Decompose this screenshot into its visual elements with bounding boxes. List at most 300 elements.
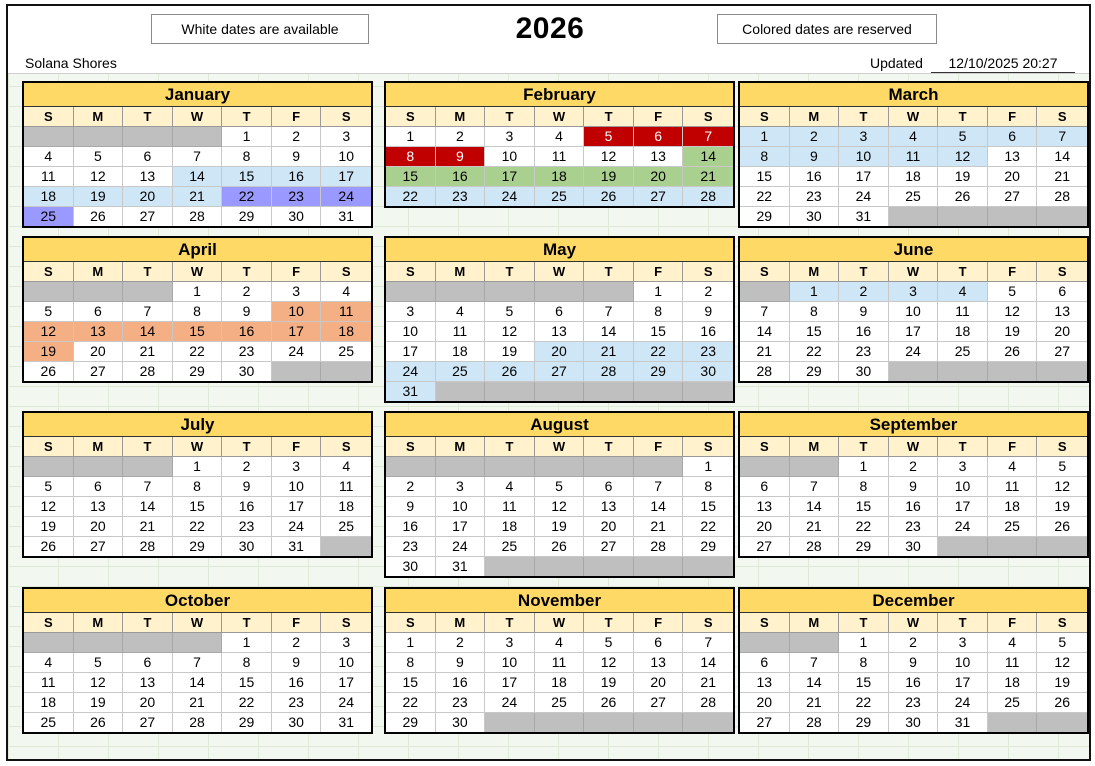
reserved-day-cell[interactable]: 21 (683, 167, 733, 187)
available-day-cell[interactable]: 12 (74, 673, 124, 693)
available-day-cell[interactable]: 5 (485, 302, 535, 322)
available-day-cell[interactable]: 28 (790, 713, 840, 732)
available-day-cell[interactable]: 26 (74, 207, 124, 226)
reserved-day-cell[interactable]: 22 (222, 187, 272, 207)
available-day-cell[interactable]: 3 (485, 633, 535, 653)
available-day-cell[interactable]: 2 (272, 127, 322, 147)
reserved-day-cell[interactable]: 14 (683, 147, 733, 167)
reserved-day-cell[interactable]: 31 (386, 382, 436, 401)
available-day-cell[interactable]: 15 (386, 673, 436, 693)
available-day-cell[interactable]: 26 (988, 342, 1038, 362)
reserved-day-cell[interactable]: 26 (485, 362, 535, 382)
available-day-cell[interactable]: 26 (24, 362, 74, 381)
available-day-cell[interactable]: 13 (988, 147, 1038, 167)
available-day-cell[interactable]: 1 (839, 457, 889, 477)
available-day-cell[interactable]: 22 (839, 693, 889, 713)
reserved-day-cell[interactable]: 13 (74, 322, 124, 342)
available-day-cell[interactable]: 3 (321, 127, 371, 147)
available-day-cell[interactable]: 8 (790, 302, 840, 322)
available-day-cell[interactable]: 20 (74, 517, 124, 537)
available-day-cell[interactable]: 28 (1037, 187, 1087, 207)
available-day-cell[interactable]: 6 (74, 477, 124, 497)
available-day-cell[interactable]: 3 (938, 633, 988, 653)
available-day-cell[interactable]: 2 (436, 127, 486, 147)
available-day-cell[interactable]: 5 (74, 147, 124, 167)
available-day-cell[interactable]: 18 (889, 167, 939, 187)
available-day-cell[interactable]: 23 (222, 517, 272, 537)
available-day-cell[interactable]: 7 (584, 302, 634, 322)
available-day-cell[interactable]: 6 (584, 477, 634, 497)
available-day-cell[interactable]: 22 (173, 342, 223, 362)
available-day-cell[interactable]: 11 (436, 322, 486, 342)
available-day-cell[interactable]: 1 (222, 633, 272, 653)
available-day-cell[interactable]: 20 (740, 693, 790, 713)
available-day-cell[interactable]: 28 (173, 713, 223, 732)
available-day-cell[interactable]: 20 (123, 693, 173, 713)
available-day-cell[interactable]: 25 (938, 342, 988, 362)
available-day-cell[interactable]: 9 (272, 653, 322, 673)
available-day-cell[interactable]: 4 (321, 457, 371, 477)
available-day-cell[interactable]: 28 (634, 537, 684, 557)
reserved-day-cell[interactable]: 21 (584, 342, 634, 362)
available-day-cell[interactable]: 10 (485, 653, 535, 673)
available-day-cell[interactable]: 7 (790, 653, 840, 673)
available-day-cell[interactable]: 28 (123, 537, 173, 556)
available-day-cell[interactable]: 19 (1037, 673, 1087, 693)
available-day-cell[interactable]: 17 (436, 517, 486, 537)
available-day-cell[interactable]: 15 (839, 497, 889, 517)
reserved-day-cell[interactable]: 27 (535, 362, 585, 382)
reserved-day-cell[interactable]: 9 (436, 147, 486, 167)
available-day-cell[interactable]: 26 (24, 537, 74, 556)
available-day-cell[interactable]: 10 (436, 497, 486, 517)
available-day-cell[interactable]: 2 (889, 457, 939, 477)
reserved-day-cell[interactable]: 11 (889, 147, 939, 167)
available-day-cell[interactable]: 23 (272, 693, 322, 713)
available-day-cell[interactable]: 29 (173, 537, 223, 556)
available-day-cell[interactable]: 31 (321, 713, 371, 732)
available-day-cell[interactable]: 8 (683, 477, 733, 497)
available-day-cell[interactable]: 2 (222, 457, 272, 477)
available-day-cell[interactable]: 9 (222, 477, 272, 497)
available-day-cell[interactable]: 8 (222, 653, 272, 673)
available-day-cell[interactable]: 3 (272, 457, 322, 477)
available-day-cell[interactable]: 1 (683, 457, 733, 477)
available-day-cell[interactable]: 12 (535, 497, 585, 517)
available-day-cell[interactable]: 6 (1037, 282, 1087, 302)
available-day-cell[interactable]: 16 (839, 322, 889, 342)
reserved-day-cell[interactable]: 18 (321, 322, 371, 342)
available-day-cell[interactable]: 16 (790, 167, 840, 187)
available-day-cell[interactable]: 4 (24, 147, 74, 167)
available-day-cell[interactable]: 16 (272, 673, 322, 693)
available-day-cell[interactable]: 20 (74, 342, 124, 362)
available-day-cell[interactable]: 12 (24, 497, 74, 517)
available-day-cell[interactable]: 7 (683, 633, 733, 653)
available-day-cell[interactable]: 21 (790, 693, 840, 713)
available-day-cell[interactable]: 30 (222, 537, 272, 556)
reserved-day-cell[interactable]: 23 (272, 187, 322, 207)
available-day-cell[interactable]: 26 (938, 187, 988, 207)
available-day-cell[interactable]: 12 (1037, 477, 1087, 497)
available-day-cell[interactable]: 9 (386, 497, 436, 517)
available-day-cell[interactable]: 8 (173, 477, 223, 497)
available-day-cell[interactable]: 11 (485, 497, 535, 517)
available-day-cell[interactable]: 22 (173, 517, 223, 537)
available-day-cell[interactable]: 1 (386, 633, 436, 653)
available-day-cell[interactable]: 16 (889, 497, 939, 517)
available-day-cell[interactable]: 23 (436, 693, 486, 713)
reserved-day-cell[interactable]: 16 (272, 167, 322, 187)
available-day-cell[interactable]: 11 (988, 477, 1038, 497)
available-day-cell[interactable]: 13 (740, 673, 790, 693)
reserved-day-cell[interactable]: 30 (683, 362, 733, 382)
available-day-cell[interactable]: 4 (24, 653, 74, 673)
available-day-cell[interactable]: 22 (790, 342, 840, 362)
available-day-cell[interactable]: 9 (272, 147, 322, 167)
available-day-cell[interactable]: 21 (790, 517, 840, 537)
available-day-cell[interactable]: 5 (535, 477, 585, 497)
available-day-cell[interactable]: 27 (634, 693, 684, 713)
available-day-cell[interactable]: 12 (988, 302, 1038, 322)
available-day-cell[interactable]: 26 (1037, 693, 1087, 713)
reserved-day-cell[interactable]: 6 (988, 127, 1038, 147)
available-day-cell[interactable]: 29 (683, 537, 733, 557)
available-day-cell[interactable]: 3 (386, 302, 436, 322)
available-day-cell[interactable]: 7 (123, 302, 173, 322)
available-day-cell[interactable]: 5 (1037, 457, 1087, 477)
available-day-cell[interactable]: 30 (839, 362, 889, 381)
available-day-cell[interactable]: 7 (740, 302, 790, 322)
available-day-cell[interactable]: 4 (988, 633, 1038, 653)
available-day-cell[interactable]: 2 (436, 633, 486, 653)
available-day-cell[interactable]: 29 (839, 713, 889, 732)
available-day-cell[interactable]: 23 (889, 693, 939, 713)
available-day-cell[interactable]: 11 (535, 653, 585, 673)
available-day-cell[interactable]: 3 (272, 282, 322, 302)
available-day-cell[interactable]: 14 (790, 673, 840, 693)
available-day-cell[interactable]: 21 (123, 517, 173, 537)
available-day-cell[interactable]: 23 (839, 342, 889, 362)
available-day-cell[interactable]: 11 (988, 653, 1038, 673)
available-day-cell[interactable]: 15 (839, 673, 889, 693)
available-day-cell[interactable]: 25 (485, 537, 535, 557)
available-day-cell[interactable]: 7 (173, 653, 223, 673)
available-day-cell[interactable]: 31 (436, 557, 486, 576)
available-day-cell[interactable]: 2 (683, 282, 733, 302)
available-day-cell[interactable]: 30 (386, 557, 436, 576)
reserved-day-cell[interactable]: 23 (436, 187, 486, 206)
reserved-day-cell[interactable]: 18 (535, 167, 585, 187)
available-day-cell[interactable]: 3 (436, 477, 486, 497)
available-day-cell[interactable]: 15 (173, 497, 223, 517)
available-day-cell[interactable]: 13 (535, 322, 585, 342)
available-day-cell[interactable]: 17 (386, 342, 436, 362)
available-day-cell[interactable]: 20 (634, 673, 684, 693)
available-day-cell[interactable]: 14 (683, 653, 733, 673)
available-day-cell[interactable]: 19 (1037, 497, 1087, 517)
available-day-cell[interactable]: 28 (123, 362, 173, 381)
available-day-cell[interactable]: 20 (988, 167, 1038, 187)
available-day-cell[interactable]: 27 (584, 537, 634, 557)
available-day-cell[interactable]: 9 (889, 653, 939, 673)
available-day-cell[interactable]: 11 (24, 167, 74, 187)
available-day-cell[interactable]: 22 (740, 187, 790, 207)
available-day-cell[interactable]: 6 (740, 653, 790, 673)
available-day-cell[interactable]: 5 (988, 282, 1038, 302)
available-day-cell[interactable]: 7 (634, 477, 684, 497)
reserved-day-cell[interactable]: 10 (272, 302, 322, 322)
reserved-day-cell[interactable]: 15 (173, 322, 223, 342)
reserved-day-cell[interactable]: 12 (24, 322, 74, 342)
available-day-cell[interactable]: 9 (436, 653, 486, 673)
available-day-cell[interactable]: 29 (222, 207, 272, 226)
reserved-day-cell[interactable]: 15 (222, 167, 272, 187)
available-day-cell[interactable]: 6 (123, 147, 173, 167)
available-day-cell[interactable]: 8 (839, 653, 889, 673)
available-day-cell[interactable]: 27 (740, 537, 790, 556)
reserved-day-cell[interactable]: 12 (938, 147, 988, 167)
available-day-cell[interactable]: 18 (24, 693, 74, 713)
reserved-day-cell[interactable]: 24 (386, 362, 436, 382)
available-day-cell[interactable]: 8 (386, 653, 436, 673)
available-day-cell[interactable]: 19 (535, 517, 585, 537)
available-day-cell[interactable]: 17 (839, 167, 889, 187)
reserved-day-cell[interactable]: 16 (222, 322, 272, 342)
available-day-cell[interactable]: 4 (321, 282, 371, 302)
reserved-day-cell[interactable]: 20 (123, 187, 173, 207)
available-day-cell[interactable]: 10 (889, 302, 939, 322)
available-day-cell[interactable]: 9 (889, 477, 939, 497)
reserved-day-cell[interactable]: 24 (485, 187, 535, 206)
reserved-day-cell[interactable]: 23 (683, 342, 733, 362)
available-day-cell[interactable]: 11 (938, 302, 988, 322)
available-day-cell[interactable]: 22 (222, 693, 272, 713)
reserved-day-cell[interactable]: 3 (839, 127, 889, 147)
reserved-day-cell[interactable]: 1 (740, 127, 790, 147)
available-day-cell[interactable]: 13 (740, 497, 790, 517)
available-day-cell[interactable]: 19 (24, 517, 74, 537)
reserved-day-cell[interactable]: 26 (584, 187, 634, 206)
available-day-cell[interactable]: 31 (938, 713, 988, 732)
available-day-cell[interactable]: 29 (740, 207, 790, 226)
reserved-day-cell[interactable]: 3 (889, 282, 939, 302)
available-day-cell[interactable]: 26 (535, 537, 585, 557)
available-day-cell[interactable]: 28 (790, 537, 840, 556)
available-day-cell[interactable]: 18 (321, 497, 371, 517)
available-day-cell[interactable]: 29 (386, 713, 436, 732)
available-day-cell[interactable]: 10 (485, 147, 535, 167)
available-day-cell[interactable]: 18 (485, 517, 535, 537)
available-day-cell[interactable]: 1 (839, 633, 889, 653)
available-day-cell[interactable]: 28 (683, 693, 733, 713)
available-day-cell[interactable]: 8 (839, 477, 889, 497)
available-day-cell[interactable]: 12 (584, 147, 634, 167)
available-day-cell[interactable]: 8 (173, 302, 223, 322)
available-day-cell[interactable]: 31 (839, 207, 889, 226)
available-day-cell[interactable]: 1 (173, 457, 223, 477)
available-day-cell[interactable]: 11 (321, 477, 371, 497)
available-day-cell[interactable]: 24 (485, 693, 535, 713)
available-day-cell[interactable]: 15 (790, 322, 840, 342)
available-day-cell[interactable]: 21 (123, 342, 173, 362)
available-day-cell[interactable]: 22 (683, 517, 733, 537)
available-day-cell[interactable]: 30 (222, 362, 272, 381)
available-day-cell[interactable]: 7 (790, 477, 840, 497)
available-day-cell[interactable]: 13 (1037, 302, 1087, 322)
available-day-cell[interactable]: 25 (889, 187, 939, 207)
available-day-cell[interactable]: 19 (74, 693, 124, 713)
available-day-cell[interactable]: 10 (938, 477, 988, 497)
available-day-cell[interactable]: 6 (535, 302, 585, 322)
available-day-cell[interactable]: 15 (740, 167, 790, 187)
available-day-cell[interactable]: 15 (222, 673, 272, 693)
reserved-day-cell[interactable]: 20 (535, 342, 585, 362)
reserved-day-cell[interactable]: 17 (272, 322, 322, 342)
reserved-day-cell[interactable]: 1 (790, 282, 840, 302)
reserved-day-cell[interactable]: 10 (839, 147, 889, 167)
available-day-cell[interactable]: 15 (683, 497, 733, 517)
available-day-cell[interactable]: 5 (584, 633, 634, 653)
reserved-day-cell[interactable]: 25 (436, 362, 486, 382)
reserved-day-cell[interactable]: 22 (634, 342, 684, 362)
available-day-cell[interactable]: 16 (436, 673, 486, 693)
available-day-cell[interactable]: 30 (272, 713, 322, 732)
available-day-cell[interactable]: 9 (222, 302, 272, 322)
available-day-cell[interactable]: 13 (634, 147, 684, 167)
available-day-cell[interactable]: 7 (123, 477, 173, 497)
available-day-cell[interactable]: 19 (584, 673, 634, 693)
reserved-day-cell[interactable]: 5 (938, 127, 988, 147)
reserved-day-cell[interactable]: 9 (790, 147, 840, 167)
available-day-cell[interactable]: 29 (222, 713, 272, 732)
available-day-cell[interactable]: 10 (321, 147, 371, 167)
available-day-cell[interactable]: 16 (386, 517, 436, 537)
available-day-cell[interactable]: 17 (889, 322, 939, 342)
reserved-day-cell[interactable]: 2 (839, 282, 889, 302)
available-day-cell[interactable]: 4 (988, 457, 1038, 477)
available-day-cell[interactable]: 2 (386, 477, 436, 497)
reserved-day-cell[interactable]: 29 (634, 362, 684, 382)
available-day-cell[interactable]: 16 (889, 673, 939, 693)
available-day-cell[interactable]: 30 (790, 207, 840, 226)
available-day-cell[interactable]: 5 (1037, 633, 1087, 653)
available-day-cell[interactable]: 22 (386, 693, 436, 713)
available-day-cell[interactable]: 25 (535, 693, 585, 713)
available-day-cell[interactable]: 6 (740, 477, 790, 497)
available-day-cell[interactable]: 31 (272, 537, 322, 556)
reserved-day-cell[interactable]: 27 (634, 187, 684, 206)
reserved-day-cell[interactable]: 8 (386, 147, 436, 167)
available-day-cell[interactable]: 10 (272, 477, 322, 497)
available-day-cell[interactable]: 18 (988, 673, 1038, 693)
available-day-cell[interactable]: 29 (173, 362, 223, 381)
available-day-cell[interactable]: 16 (222, 497, 272, 517)
available-day-cell[interactable]: 5 (24, 302, 74, 322)
available-day-cell[interactable]: 27 (1037, 342, 1087, 362)
available-day-cell[interactable]: 12 (485, 322, 535, 342)
available-day-cell[interactable]: 24 (321, 693, 371, 713)
available-day-cell[interactable]: 25 (988, 693, 1038, 713)
available-day-cell[interactable]: 14 (790, 497, 840, 517)
available-day-cell[interactable]: 21 (173, 693, 223, 713)
available-day-cell[interactable]: 16 (683, 322, 733, 342)
reserved-day-cell[interactable]: 22 (386, 187, 436, 206)
available-day-cell[interactable]: 21 (1037, 167, 1087, 187)
available-day-cell[interactable]: 14 (123, 497, 173, 517)
available-day-cell[interactable]: 23 (386, 537, 436, 557)
available-day-cell[interactable]: 10 (938, 653, 988, 673)
available-day-cell[interactable]: 1 (222, 127, 272, 147)
reserved-day-cell[interactable]: 28 (584, 362, 634, 382)
available-day-cell[interactable]: 25 (24, 713, 74, 732)
available-day-cell[interactable]: 23 (889, 517, 939, 537)
available-day-cell[interactable]: 18 (436, 342, 486, 362)
reserved-day-cell[interactable]: 5 (584, 127, 634, 147)
available-day-cell[interactable]: 18 (988, 497, 1038, 517)
available-day-cell[interactable]: 17 (321, 673, 371, 693)
available-day-cell[interactable]: 3 (485, 127, 535, 147)
reserved-day-cell[interactable]: 16 (436, 167, 486, 187)
available-day-cell[interactable]: 19 (938, 167, 988, 187)
available-day-cell[interactable]: 17 (938, 673, 988, 693)
reserved-day-cell[interactable]: 4 (938, 282, 988, 302)
updated-timestamp[interactable]: 12/10/2025 20:27 (931, 55, 1075, 73)
available-day-cell[interactable]: 5 (74, 653, 124, 673)
available-day-cell[interactable]: 4 (436, 302, 486, 322)
reserved-day-cell[interactable]: 7 (683, 127, 733, 147)
reserved-day-cell[interactable]: 28 (683, 187, 733, 206)
available-day-cell[interactable]: 13 (123, 167, 173, 187)
available-day-cell[interactable]: 29 (790, 362, 840, 381)
available-day-cell[interactable]: 10 (386, 322, 436, 342)
available-day-cell[interactable]: 24 (839, 187, 889, 207)
available-day-cell[interactable]: 30 (272, 207, 322, 226)
available-day-cell[interactable]: 14 (173, 673, 223, 693)
available-day-cell[interactable]: 3 (321, 633, 371, 653)
available-day-cell[interactable]: 24 (272, 517, 322, 537)
available-day-cell[interactable]: 4 (535, 633, 585, 653)
available-day-cell[interactable]: 29 (839, 537, 889, 556)
available-day-cell[interactable]: 21 (740, 342, 790, 362)
available-day-cell[interactable]: 24 (272, 342, 322, 362)
available-day-cell[interactable]: 27 (123, 207, 173, 226)
available-day-cell[interactable]: 22 (839, 517, 889, 537)
reserved-day-cell[interactable]: 15 (386, 167, 436, 187)
available-day-cell[interactable]: 20 (740, 517, 790, 537)
available-day-cell[interactable]: 23 (790, 187, 840, 207)
available-day-cell[interactable]: 27 (740, 713, 790, 732)
available-day-cell[interactable]: 27 (74, 362, 124, 381)
reserved-day-cell[interactable]: 8 (740, 147, 790, 167)
available-day-cell[interactable]: 1 (173, 282, 223, 302)
available-day-cell[interactable]: 6 (123, 653, 173, 673)
reserved-day-cell[interactable]: 7 (1037, 127, 1087, 147)
available-day-cell[interactable]: 7 (173, 147, 223, 167)
reserved-day-cell[interactable]: 18 (24, 187, 74, 207)
available-day-cell[interactable]: 5 (24, 477, 74, 497)
available-day-cell[interactable]: 9 (683, 302, 733, 322)
available-day-cell[interactable]: 2 (272, 633, 322, 653)
reserved-day-cell[interactable]: 17 (485, 167, 535, 187)
available-day-cell[interactable]: 24 (436, 537, 486, 557)
available-day-cell[interactable]: 11 (24, 673, 74, 693)
reserved-day-cell[interactable]: 4 (889, 127, 939, 147)
available-day-cell[interactable]: 21 (683, 673, 733, 693)
available-day-cell[interactable]: 11 (535, 147, 585, 167)
available-day-cell[interactable]: 13 (634, 653, 684, 673)
available-day-cell[interactable]: 24 (938, 693, 988, 713)
